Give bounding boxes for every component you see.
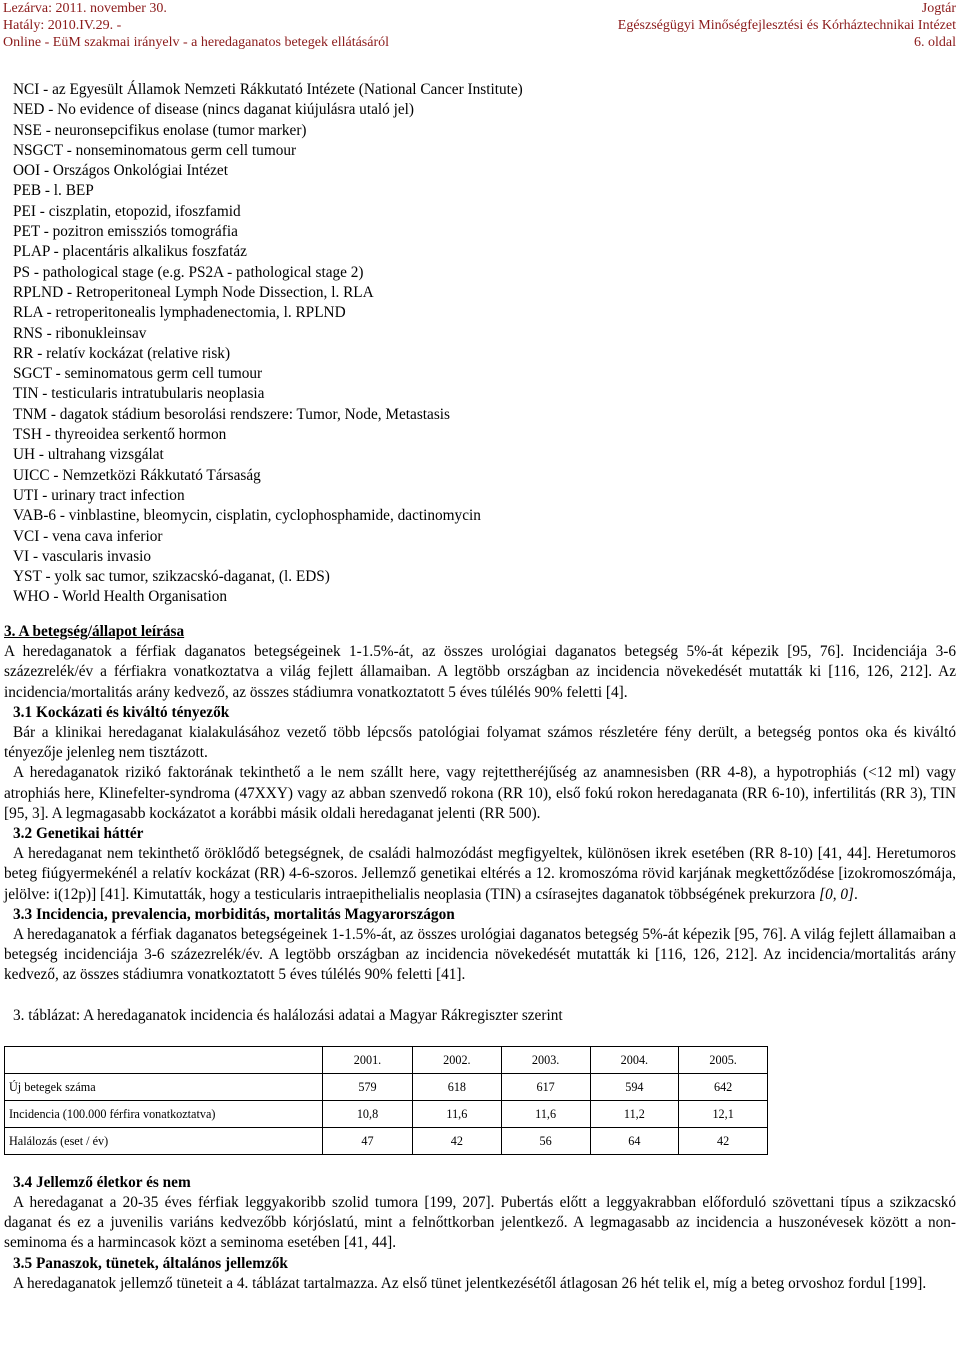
section-3-1-paragraph-1: Bár a klinikai heredaganat kialakulásához vezető több lépcsős patológiai folyamat számos részletére fény derült, a betegség pontos oka és kiváltó tényezője jelenleg nem tisztázott. xyxy=(4,724,956,762)
table-cell: 11,6 xyxy=(413,1100,502,1127)
abbreviation-item: PEB - l. BEP xyxy=(13,182,94,200)
abbreviation-item: PS - pathological stage (e.g. PS2A - pathological stage 2) xyxy=(13,263,364,281)
section-heading-3: 3. A betegség/állapot leírása xyxy=(4,623,185,640)
abbreviation-item: RLA - retroperitonealis lymphadenectomia, l. RPLND xyxy=(13,304,346,322)
sentence-end: . xyxy=(854,885,858,903)
effective-date: Hatály: 2010.IV.29. - xyxy=(3,18,122,33)
year-header: 2005. xyxy=(679,1046,768,1073)
document-title: Online - EüM szakmai irányelv - a heredaganatos betegek ellátásáról xyxy=(3,35,390,50)
section-3-5-paragraph: A heredaganatok jellemző tüneteit a 4. táblázat tartalmazza. Az első tünet jelentkezésétől átlagosan 26 hét telik el, míg a beteg orvoshoz fordul [199]. xyxy=(13,1274,927,1292)
section-3-2-paragraph xyxy=(4,844,956,905)
table-cell: 617 xyxy=(501,1073,590,1100)
section-heading-3-1: 3.1 Kockázati és kiváltó tényezők xyxy=(13,703,230,721)
abbreviation-item: TIN - testicularis intratubularis neoplasia xyxy=(13,385,265,403)
section-heading-3-3: 3.3 Incidencia, prevalencia, morbiditás, mortalitás Magyarországon xyxy=(13,905,455,923)
table-cell: 47 xyxy=(323,1127,413,1154)
row-label: Halálozás (eset / év) xyxy=(5,1127,323,1154)
closed-date: Lezárva: 2011. november 30. xyxy=(3,1,167,16)
section-3-2-text: A heredaganat nem tekinthető öröklődő betegségnek, de családi halmozódást megfigyeltek, különösen ikrek esetében (RR 8-10) [41, 44]. Heretumoros beteg fiúgyermekénél a relatív kockázat (RR) 4-6-szoros. Jellemző genetikai eltérés a 12. kromoszóma rövid karjának megkettőződése [izokromoszómája, jelölve: i(12p)] [41]. Kimutatták, hogy a testicularis intraepithelialis neoplasia (TIN) a csírasejtes daganatok többségének prekurzora xyxy=(4,845,956,903)
year-header: 2001. xyxy=(323,1046,413,1073)
section-3-paragraph: A heredaganatok a férfiak daganatos betegségeinek 1-1.5%-át, az összes urológiai daganatos betegség 5%-át képezik [95, 76]. Incidenciája 3-6 százezrelék/év a férfiakra vonatkoztatva a világ fejlett államaiban. A legtöbb országban az incidencia növekedését mutatták ki [116, 126, 212]. Az incidencia/mortalitás arány kedvező, az összes stádiumra vonatkoztatott 5 éves túlélés 90% feletti [4]. xyxy=(4,643,956,701)
table-cell: 642 xyxy=(679,1073,768,1100)
table-caption: 3. táblázat: A heredaganatok incidencia és halálozási adatai a Magyar Rákregiszter szerint xyxy=(13,1006,563,1024)
institute-name: Egészségügyi Minőségfejlesztési és Kórháztechnikai Intézet xyxy=(617,18,956,33)
table-cell: 64 xyxy=(590,1127,679,1154)
page-header xyxy=(0,0,960,52)
row-label: Incidencia (100.000 férfira vonatkoztatva) xyxy=(5,1100,323,1127)
abbreviation-item: PET - pozitron emissziós tomográfia xyxy=(13,223,238,241)
publisher: Jogtár xyxy=(921,1,956,16)
abbreviation-item: VCI - vena cava inferior xyxy=(13,527,163,545)
page-number: 6. oldal xyxy=(914,35,956,50)
abbreviation-item: OOI - Országos Onkológiai Intézet xyxy=(13,162,228,180)
abbreviation-item: PLAP - placentáris alkalikus foszfatáz xyxy=(13,243,247,261)
section-3-3-paragraph: A heredaganatok a férfiak daganatos betegségeinek 1-1.5%-át, az összes urológiai daganatos betegség 5%-át képezik [95, 76]. A világ fejlett államaiban a betegség incidenciája 3-6 százezrelék/év. A legtöbb országban az incidencia növekedését mutatták ki [116, 126, 212]. Az incidencia/mortalitás arány kedvező, az összes stádiumra vonatkoztatott 5 éves túlélés 90% feletti [41]. xyxy=(4,926,956,984)
table-row xyxy=(5,1127,768,1154)
year-header: 2002. xyxy=(413,1046,502,1073)
section-3-4-paragraph: A heredaganat a 20-35 éves férfiak leggyakoribb szolid tumora [199, 207]. Pubertás előtt a leggyakrabban előforduló szövettani típus a szikzacskó daganat és ez a juvenilis variáns kedvezőbb kórjóslatú, mint a felnőttkorban jelentkező. A legmagasabb az incidencia a huszonévesek között a non-seminoma és a harmincasok közt a seminoma esetében [41, 44]. xyxy=(4,1194,956,1252)
table-cell: 618 xyxy=(413,1073,502,1100)
abbreviation-item: UH - ultrahang vizsgálat xyxy=(13,446,164,464)
year-header: 2004. xyxy=(590,1046,679,1073)
abbreviation-item: VI - vascularis invasio xyxy=(13,547,152,565)
section-3-1-paragraph-2: A heredaganatok rizikó faktorának tekinthető a le nem szállt here, vagy rejtettheréjűség az anamnesisben (RR 4-8), a hypotrophiás (<12 ml) vagy atrophiás here, Klinefelter-syndroma (47XXY) vagy az abban szenvedő rokona (RR 10), első fokú rokon heredaganata (RR 6-10), infertilitás (RR 3), TIN [95, 3]. A legmagasabb kockázatot a korábbi másik oldali heredaganat jelenti (RR 500). xyxy=(4,764,956,822)
main-text xyxy=(4,622,956,1294)
abbreviation-list xyxy=(13,80,954,608)
abbreviation-item: TNM - dagatok stádium besorolási rendszere: Tumor, Node, Metastasis xyxy=(13,405,450,423)
abbreviation-item: YST - yolk sac tumor, szikzacskó-daganat, (l. EDS) xyxy=(13,568,330,586)
table-row xyxy=(5,1073,768,1100)
abbreviation-item: WHO - World Health Organisation xyxy=(13,588,228,606)
table-cell: 579 xyxy=(323,1073,413,1100)
abbreviation-item: RPLND - Retroperitoneal Lymph Node Dissection, l. RLA xyxy=(13,283,374,301)
table-cell: 56 xyxy=(501,1127,590,1154)
abbreviation-item: PEI - ciszplatin, etopozid, ifoszfamid xyxy=(13,202,241,220)
row-label: Új betegek száma xyxy=(5,1073,323,1100)
abbreviation-item: NCI - az Egyesült Államok Nemzeti Rákkutató Intézete (National Cancer Institute) xyxy=(13,81,523,98)
incidence-table xyxy=(4,1046,768,1155)
table-cell: 594 xyxy=(590,1073,679,1100)
abbreviation-item: RNS - ribonukleinsav xyxy=(13,324,147,342)
table-cell: 11,2 xyxy=(590,1100,679,1127)
abbreviation-item: NSGCT - nonseminomatous germ cell tumour xyxy=(13,141,297,159)
abbreviation-item: UICC - Nemzetközi Rákkutató Társaság xyxy=(13,466,261,484)
abbreviation-item: RR - relatív kockázat (relative risk) xyxy=(13,344,231,362)
abbreviation-item: NED - No evidence of disease (nincs daganat kiújulásra utaló jel) xyxy=(13,101,414,119)
abbreviation-item: SGCT - seminomatous germ cell tumour xyxy=(13,365,263,383)
abbreviation-item: VAB-6 - vinblastine, bleomycin, cisplatin, cyclophosphamide, dactinomycin xyxy=(13,507,481,525)
section-heading-3-4: 3.4 Jellemző életkor és nem xyxy=(13,1173,191,1191)
year-header: 2003. xyxy=(501,1046,590,1073)
table-cell: 12,1 xyxy=(679,1100,768,1127)
abbreviation-item: UTI - urinary tract infection xyxy=(13,486,185,504)
section-heading-3-2: 3.2 Genetikai háttér xyxy=(13,825,144,843)
table-cell: 42 xyxy=(679,1127,768,1154)
table-cell: 11,6 xyxy=(501,1100,590,1127)
table-cell: 42 xyxy=(413,1127,502,1154)
table-row xyxy=(5,1100,768,1127)
abbreviation-item: NSE - neuronsepcifikus enolase (tumor marker) xyxy=(13,121,307,139)
table-cell: 10,8 xyxy=(323,1100,413,1127)
abbreviation-item: TSH - thyreoidea serkentő hormon xyxy=(13,426,227,444)
table-corner-cell xyxy=(5,1046,323,1073)
section-heading-3-5: 3.5 Panaszok, tünetek, általános jellemzők xyxy=(13,1254,288,1272)
table-header-row xyxy=(5,1046,768,1073)
citation-reference: [0, 0] xyxy=(819,885,854,903)
